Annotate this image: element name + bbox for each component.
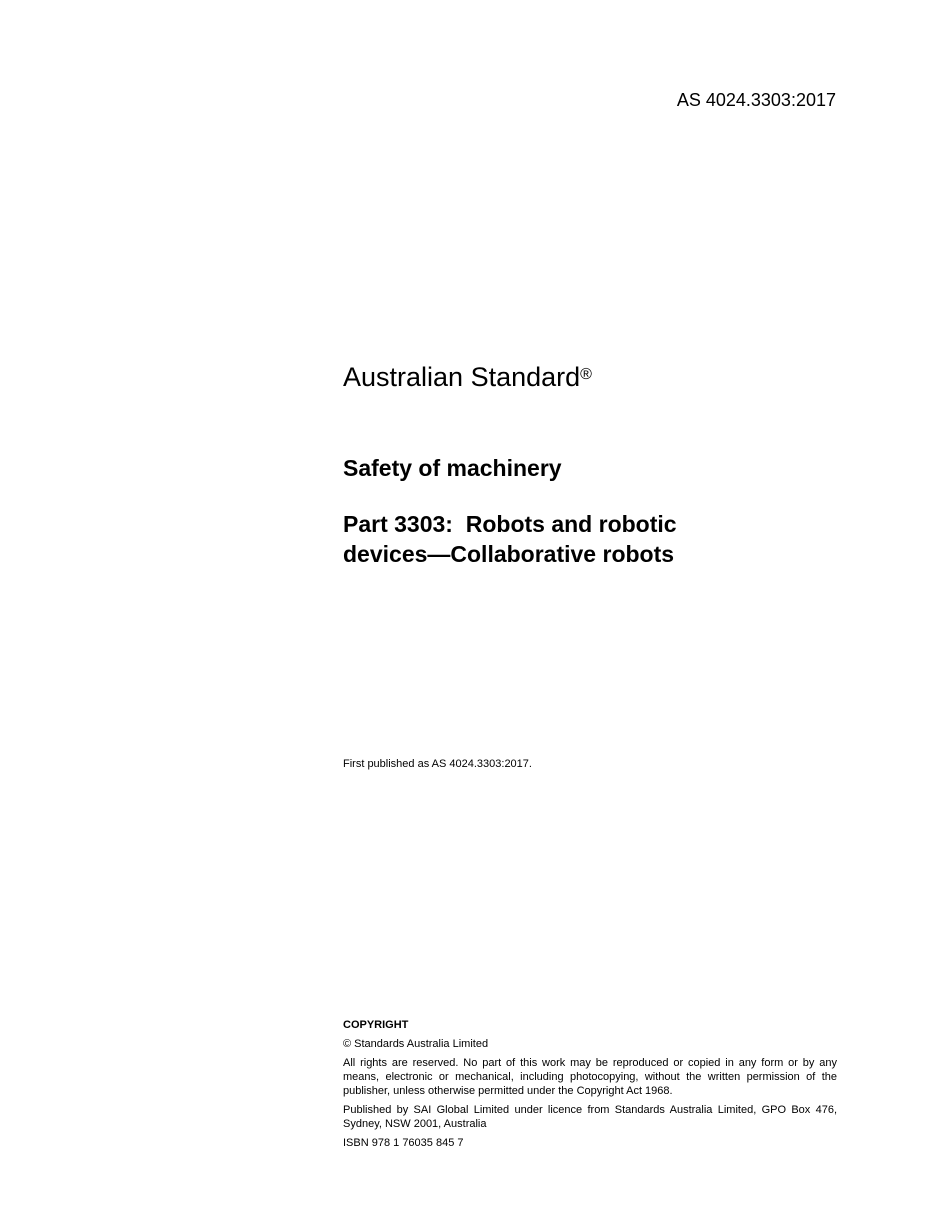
- publisher-statement: Published by SAI Global Limited under licence from Standards Australia Limited, GPO Box 476, Sydney, NSW 2001, Australia: [343, 1104, 837, 1130]
- part-title: [343, 509, 837, 569]
- part-title-line-2: devices—Collaborative robots: [343, 541, 675, 567]
- first-published-note: First published as AS 4024.3303:2017.: [343, 758, 532, 770]
- rights-statement: All rights are reserved. No part of this work may be reproduced or copied in any form or by any means, electronic or mechanical, including photocopying, without the written permission of the publisher, unless otherwise permitted under the Copyright Act 1968.: [343, 1057, 837, 1097]
- copyright-holder: © Standards Australia Limited: [343, 1038, 489, 1050]
- document-number: AS 4024.3303:2017: [676, 90, 836, 110]
- standard-label: [343, 361, 837, 393]
- isbn: ISBN 978 1 76035 845 7: [343, 1137, 464, 1149]
- copyright-heading: COPYRIGHT: [343, 1019, 409, 1031]
- document-title: Safety of machinery: [343, 455, 562, 481]
- standard-label-text: Australian Standard: [343, 362, 581, 392]
- part-title-line-1: Part 3303: Robots and robotic: [343, 511, 677, 537]
- copyright-block: [343, 1018, 837, 1155]
- registered-trademark: ®: [580, 366, 592, 383]
